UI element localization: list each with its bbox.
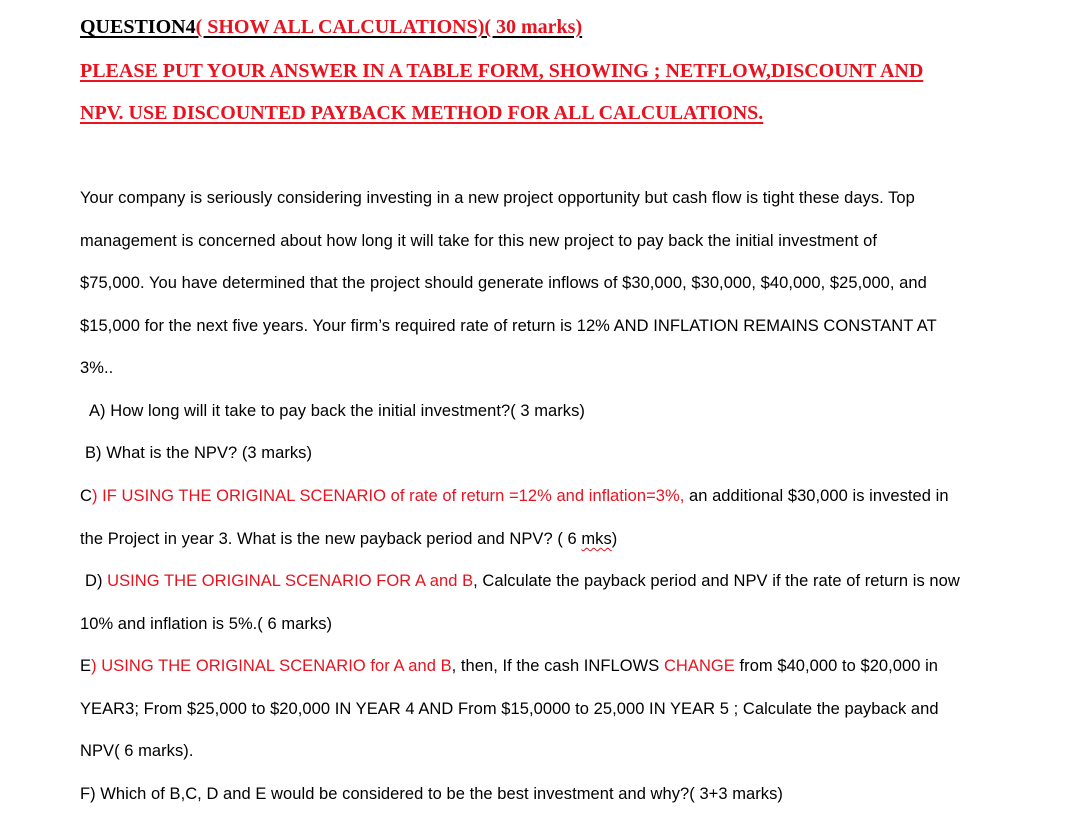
question-b: B) What is the NPV? (3 marks) <box>85 444 313 462</box>
question-c-text: an additional $30,000 is invested in <box>684 487 949 505</box>
question-marks: ( SHOW ALL CALCULATIONS)( 30 marks) <box>195 16 583 38</box>
question-e-highlight-2: CHANGE <box>663 657 735 675</box>
question-e <box>80 657 938 676</box>
question-heading <box>80 16 582 39</box>
instruction-line-2: NPV. USE DISCOUNTED PAYBACK METHOD FOR ALL CALCULATIONS. <box>80 102 764 124</box>
question-e-text: from $40,000 to $20,000 in <box>734 657 939 675</box>
question-d-prefix: D) <box>85 572 108 590</box>
question-f: F) Which of B,C, D and E would be considered to be the best investment and why?( 3+3 marks) <box>80 785 783 803</box>
question-c-line-2-end: ) <box>611 530 618 548</box>
question-a: A) How long will it take to pay back the initial investment?( 3 marks) <box>89 402 585 420</box>
question-c-prefix: C <box>80 487 92 505</box>
question-e-highlight-1: ) USING THE ORIGINAL SCENARIO for A and B <box>91 657 452 675</box>
question-c <box>80 487 949 506</box>
scenario-line-2: management is concerned about how long it will take for this new project to pay back the initial investment of <box>80 232 878 250</box>
question-label: QUESTION4 <box>80 16 196 38</box>
question-e-line-2: YEAR3; From $25,000 to $20,000 IN YEAR 4 AND From $15,0000 to 25,000 IN YEAR 5 ; Calculate the payback and <box>80 700 939 718</box>
question-e-line-3: NPV( 6 marks). <box>80 742 194 760</box>
question-d <box>85 572 960 591</box>
instruction-line-1: PLEASE PUT YOUR ANSWER IN A TABLE FORM, SHOWING ; NETFLOW,DISCOUNT AND <box>80 60 924 82</box>
question-c-line-2 <box>80 530 617 549</box>
question-d-text: , Calculate the payback period and NPV if the rate of return is now <box>473 572 960 590</box>
spellcheck-squiggle: mks <box>581 530 612 548</box>
question-c-line-2-text: the Project in year 3. What is the new payback period and NPV? ( 6 <box>80 530 582 548</box>
scenario-line-4: $15,000 for the next five years. Your firm’s required rate of return is 12% AND INFLATION REMAINS CONSTANT AT <box>80 317 937 335</box>
scenario-line-5: 3%.. <box>80 359 114 377</box>
question-c-highlight: ) IF USING THE ORIGINAL SCENARIO of rate of return =12% and inflation=3%, <box>91 487 685 505</box>
question-d-line-2: 10% and inflation is 5%.( 6 marks) <box>80 615 333 633</box>
question-d-highlight: USING THE ORIGINAL SCENARIO FOR A and B <box>107 572 474 590</box>
question-e-mid: , then, If the cash INFLOWS <box>451 657 664 675</box>
scenario-line-3: $75,000. You have determined that the project should generate inflows of $30,000, $30,000, $40,000, $25,000, and <box>80 274 927 292</box>
scenario-line-1: Your company is seriously considering investing in a new project opportunity but cash flow is tight these days. Top <box>80 189 915 207</box>
question-e-prefix: E <box>80 657 92 675</box>
